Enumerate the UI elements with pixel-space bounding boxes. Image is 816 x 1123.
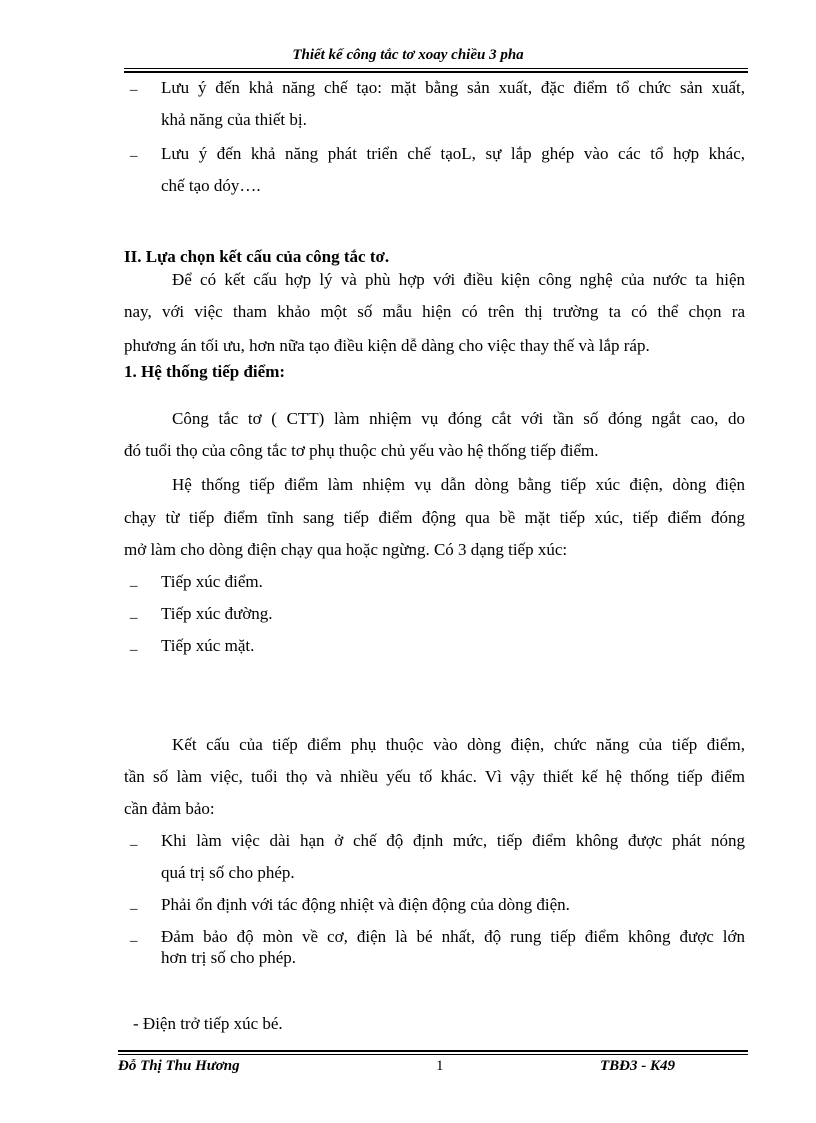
header-rule-top bbox=[124, 68, 748, 69]
last-point-low-contact-resistance: - Điện trở tiếp xúc bé. bbox=[133, 1014, 283, 1033]
intro-bullet-1-line-1: Lưu ý đến khả năng chế tạo: mặt bằng sản xuất, đặc điểm tổ chức sản xuất, bbox=[161, 78, 745, 97]
bullet-marker: – bbox=[130, 578, 138, 594]
section-2-heading: II. Lựa chọn kết cấu của công tắc tơ. bbox=[124, 247, 390, 266]
requirement-3-line-2: hơn trị số cho phép. bbox=[161, 948, 297, 967]
requirement-3-line-1: Đảm bảo độ mòn về cơ, điện là bé nhất, độ rung tiếp điểm không được lớn bbox=[161, 927, 745, 946]
bullet-marker: – bbox=[130, 837, 138, 853]
section-2-para-line-1: Để có kết cấu hợp lý và phù hợp với điều kiện công nghệ của nước ta hiện bbox=[172, 270, 745, 289]
bullet-marker: – bbox=[130, 933, 138, 949]
footer-rule-top bbox=[118, 1050, 748, 1052]
page-header-title: Thiết kế công tắc tơ xoay chiều 3 pha bbox=[292, 47, 524, 63]
section-2-para-line-3: phương án tối ưu, hơn nữa tạo điều kiện dễ dàng cho việc thay thế và lắp ráp. bbox=[124, 336, 650, 355]
contact-type-line: Tiếp xúc đường. bbox=[161, 604, 273, 623]
bullet-marker: – bbox=[130, 610, 138, 626]
bullet-marker: – bbox=[130, 642, 138, 658]
requirement-2: Phải ổn định với tác động nhiệt và điện động của dòng điện. bbox=[161, 895, 570, 914]
bullet-marker: – bbox=[130, 148, 138, 164]
footer-author: Đỗ Thị Thu Hương bbox=[118, 1058, 240, 1074]
requirement-1-line-2: quá trị số cho phép. bbox=[161, 863, 295, 882]
footer-page-number: 1 bbox=[436, 1058, 444, 1074]
subsection-1-heading: 1. Hệ thống tiếp điểm: bbox=[124, 362, 286, 381]
intro-bullet-2-line-1: Lưu ý đến khả năng phát triển chế tạoL, sự lắp ghép vào các tổ hợp khác, bbox=[161, 144, 745, 163]
subsection-para-c-line-1: Kết cấu của tiếp điểm phụ thuộc vào dòng điện, chức năng của tiếp điểm, bbox=[172, 735, 745, 754]
subsection-para-a-line-2: đó tuổi thọ của công tắc tơ phụ thuộc chủ yếu vào hệ thống tiếp điểm. bbox=[124, 441, 599, 460]
subsection-para-b-line-1: Hệ thống tiếp điểm làm nhiệm vụ dẫn dòng bằng tiếp xúc điện, dòng điện bbox=[172, 475, 745, 494]
intro-bullet-2-line-2: chế tạo dóy…. bbox=[161, 176, 261, 195]
subsection-para-b-line-3: mở làm cho dòng điện chạy qua hoặc ngừng. Có 3 dạng tiếp xúc: bbox=[124, 540, 568, 559]
footer-class: TBĐ3 - K49 bbox=[600, 1058, 675, 1074]
intro-bullet-1-line-2: khả năng của thiết bị. bbox=[161, 110, 307, 129]
subsection-para-c-line-3: cần đảm bảo: bbox=[124, 799, 215, 818]
section-2-para-line-2: nay, với việc tham khảo một số mẫu hiện có trên thị trường ta có thể chọn ra bbox=[124, 302, 745, 321]
subsection-para-a-line-1: Công tắc tơ ( CTT) làm nhiệm vụ đóng cắt với tần số đóng ngắt cao, do bbox=[172, 409, 745, 428]
bullet-marker: – bbox=[130, 901, 138, 917]
contact-type-point: Tiếp xúc điểm. bbox=[161, 572, 263, 591]
subsection-para-b-line-2: chạy từ tiếp điểm tĩnh sang tiếp điểm động qua bề mặt tiếp xúc, tiếp điểm đóng bbox=[124, 508, 745, 527]
subsection-para-c-line-2: tần số làm việc, tuổi thọ và nhiều yếu tố khác. Vì vậy thiết kế hệ thống tiếp điểm bbox=[124, 767, 745, 786]
footer-rule-bottom bbox=[118, 1054, 748, 1055]
contact-type-surface: Tiếp xúc mặt. bbox=[161, 636, 255, 655]
header-rule-bottom bbox=[124, 71, 748, 73]
requirement-1-line-1: Khi làm việc dài hạn ở chế độ định mức, tiếp điểm không được phát nóng bbox=[161, 831, 745, 850]
bullet-marker: – bbox=[130, 82, 138, 98]
